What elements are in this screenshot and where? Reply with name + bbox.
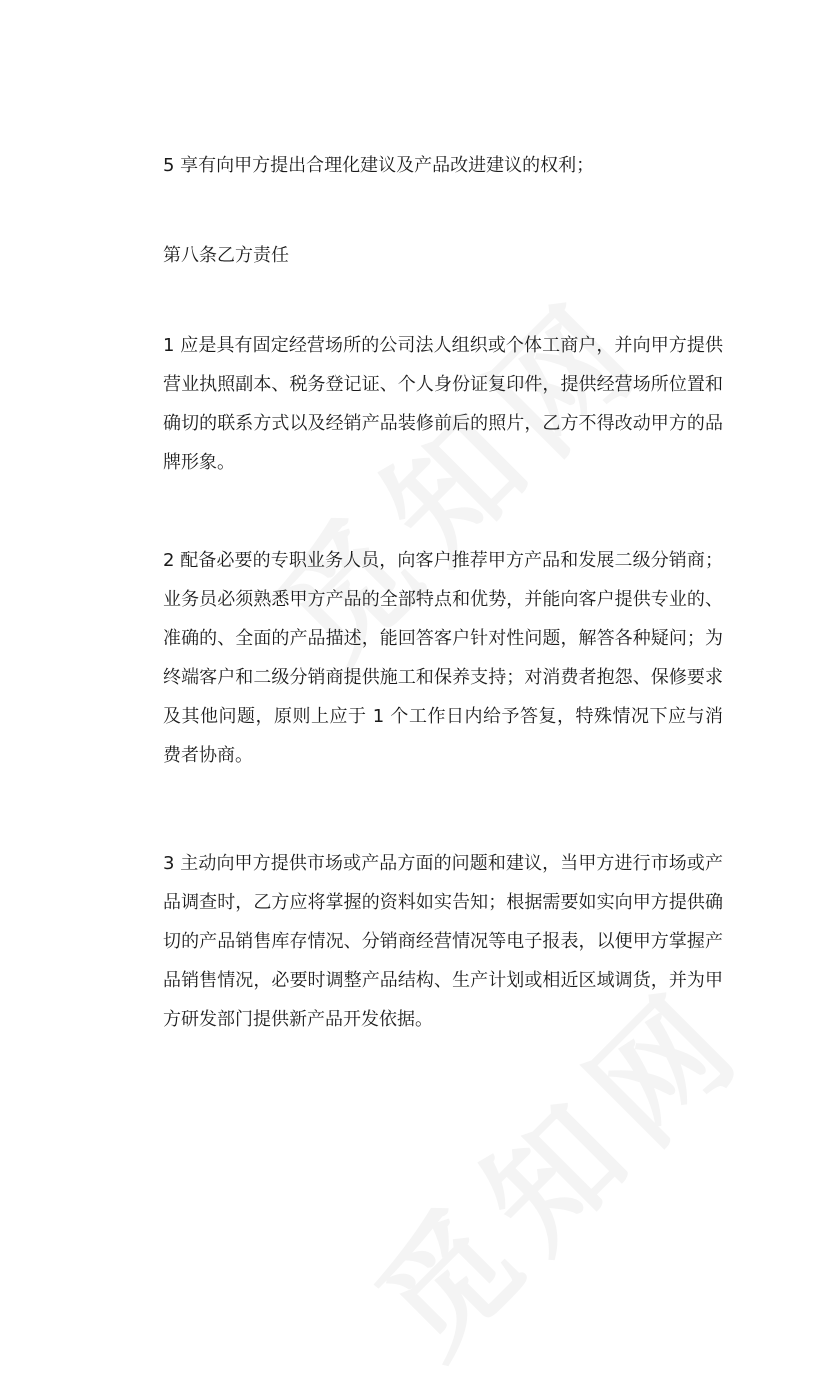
paragraph-duty-1: 1 应是具有固定经营场所的公司法人组织或个体工商户，并向甲方提供营业执照副本、税务登记证、个人身份证复印件，提供经营场所位置和确切的联系方式以及经销产品装修前后的照片，乙方不得改动甲方的品牌形象。 (163, 335, 723, 473)
paragraph-duty-2: 2 配备必要的专职业务人员，向客户推荐甲方产品和发展二级分销商；业务员必须熟悉甲方产品的全部特点和优势，并能向客户提供专业的、准确的、全面的产品描述，能回答客户针对性问题，解答各种疑问；为终端客户和二级分销商提供施工和保养支持；对消费者抱怨、保修要求及其他问题，原则上应于 1 个工作日内给予答复，特殊情况下应与消费者协商。 (163, 550, 723, 766)
paragraph-right-5: 5 享有向甲方提出合理化建议及产品改进建议的权利； (163, 155, 595, 176)
section-heading-article-8: 第八条乙方责任 (163, 245, 289, 266)
paragraph-duty-3: 3 主动向甲方提供市场或产品方面的问题和建议，当甲方进行市场或产品调查时，乙方应将掌握的资料如实告知；根据需要如实向甲方提供确切的产品销售库存情况、分销商经营情况等电子报表，以便甲方掌握产品销售情况，必要时调整产品结构、生产计划或相近区域调货，并为甲方研发部门提供新产品开发依据。 (163, 853, 723, 1030)
